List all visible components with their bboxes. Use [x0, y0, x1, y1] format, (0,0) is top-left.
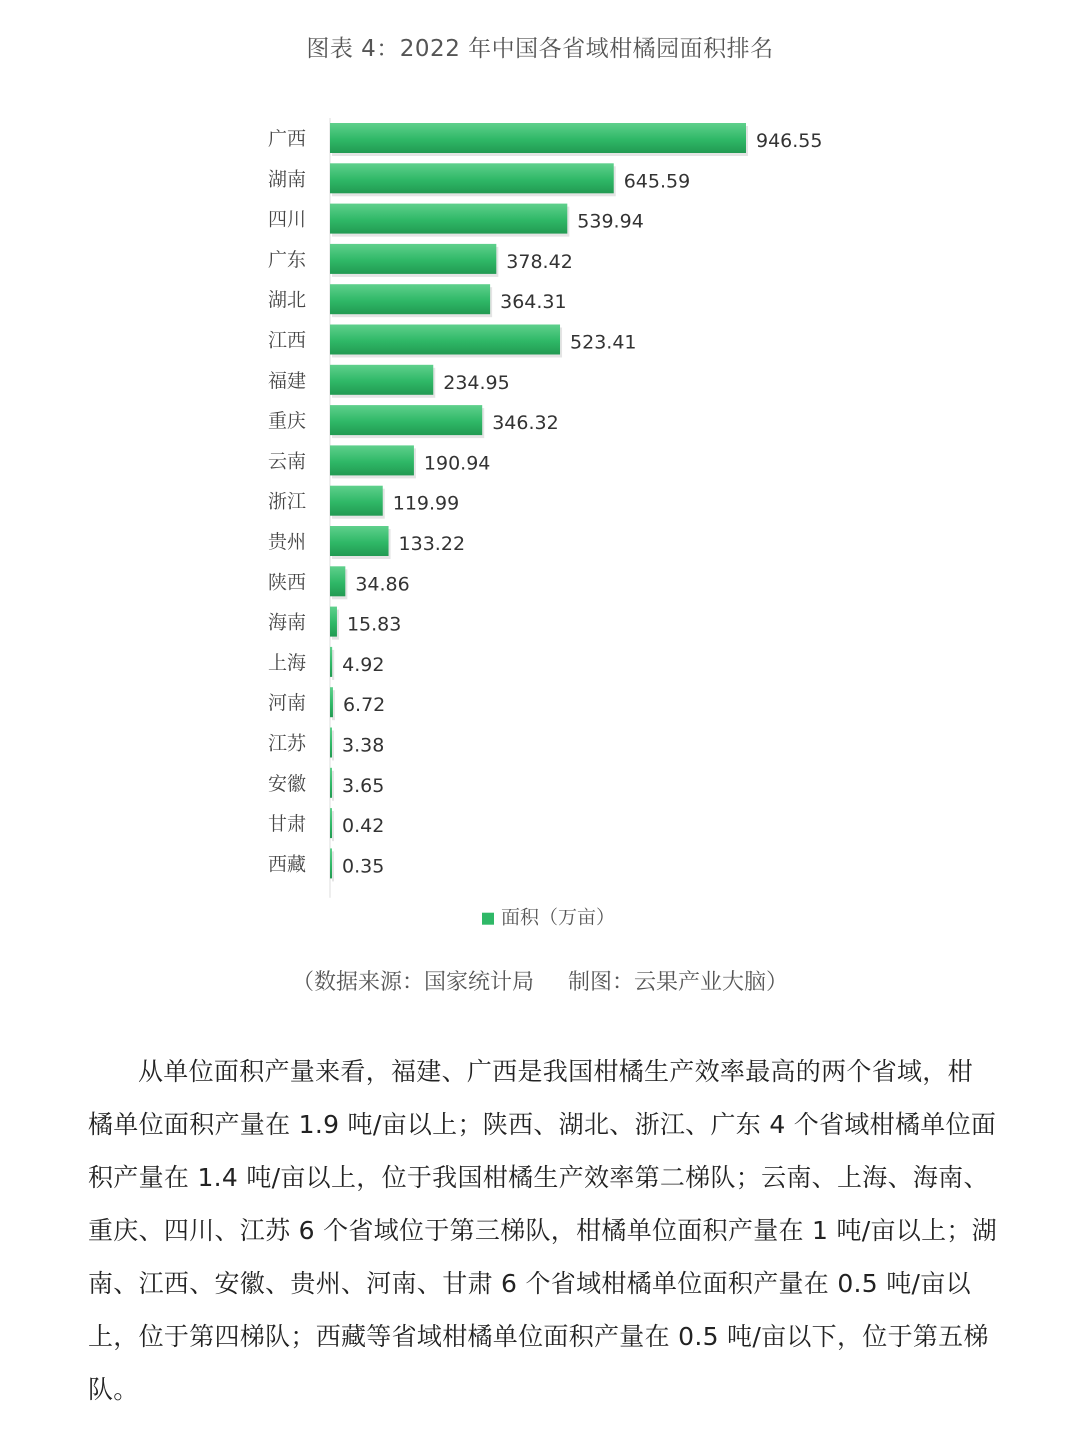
bar [330, 244, 496, 274]
bar [330, 768, 332, 798]
data-source-note [0, 965, 1080, 996]
category-label: 广西 [267, 128, 306, 150]
bar [330, 808, 332, 838]
category-label: 云南 [267, 450, 306, 473]
category-label: 甘肃 [267, 813, 306, 836]
bar-shadow [332, 851, 334, 881]
value-label: 0.35 [342, 855, 385, 878]
category-label: 西藏 [267, 853, 306, 876]
bar-shadow [332, 650, 334, 680]
chart-legend [482, 907, 615, 929]
value-label: 234.95 [443, 371, 510, 394]
bar [330, 526, 389, 556]
value-label: 346.32 [492, 412, 559, 435]
bar [330, 405, 482, 435]
value-label: 4.92 [342, 653, 385, 676]
value-label: 190.94 [423, 452, 491, 475]
category-label: 浙江 [267, 490, 306, 513]
category-label: 四川 [267, 208, 306, 231]
value-label: 3.38 [342, 734, 385, 757]
bar-shadow [332, 811, 334, 841]
bar [330, 566, 345, 596]
body-paragraph: 从单位面积产量来看，福建、广西是我国柑橘生产效率最高的两个省域，柑橘单位面积产量在 1.9 吨/亩以上；陕西、湖北、浙江、广东 4 个省域柑橘单位面积产量在 1.4 吨/亩以上，位于我国柑橘生产效率第二梯队；云南、上海、海南、重庆、四川、江苏 6 个省域位于第三梯队，柑橘单位面积产量在 1 吨/亩以上；湖南、江西、安徽、贵州、河南、甘肃 6 个省域柑橘单位面积产量在 0.5 吨/亩以上，位于第四梯队；西藏等省域柑橘单位面积产量在 0.5 吨/亩以下，位于第五梯队。 [88, 1057, 998, 1404]
value-label: 946.55 [756, 130, 823, 152]
value-label: 34.86 [355, 573, 410, 596]
value-label: 0.42 [342, 815, 385, 838]
bar [330, 204, 567, 234]
bar [330, 365, 433, 395]
value-label: 539.94 [577, 210, 644, 233]
value-label: 3.65 [342, 774, 385, 797]
category-label: 海南 [267, 611, 306, 634]
category-label: 江西 [267, 329, 306, 352]
value-label: 119.99 [392, 492, 460, 515]
bar [330, 848, 332, 878]
legend-label: 面积（万亩） [501, 906, 616, 929]
bar-shadow [332, 731, 334, 761]
value-label: 133.22 [398, 533, 466, 555]
bar-shadow [332, 771, 334, 801]
category-label: 贵州 [267, 531, 306, 553]
data-source-label: （数据来源：国家统计局 [291, 970, 534, 995]
category-label: 陕西 [267, 571, 306, 594]
category-label: 江苏 [267, 732, 306, 755]
legend-swatch [482, 913, 494, 925]
category-label: 福建 [267, 369, 306, 392]
category-label: 重庆 [267, 410, 306, 433]
bar [330, 728, 332, 758]
value-label: 6.72 [342, 694, 386, 717]
figure-title: 图表 4：2022 年中国各省域柑橘园面积排名 [306, 36, 774, 62]
bar [330, 647, 332, 677]
bar [330, 163, 614, 193]
category-label: 安徽 [267, 772, 306, 795]
area-bar-chart [0, 110, 1080, 930]
value-label: 645.59 [623, 170, 691, 193]
category-label: 河南 [267, 692, 306, 715]
bar [330, 445, 414, 475]
value-label: 523.41 [570, 331, 637, 354]
category-label: 湖南 [267, 168, 306, 191]
bar [330, 607, 337, 637]
chart-maker-label: 制图：云果产业大脑） [568, 970, 789, 995]
value-label: 15.83 [346, 613, 402, 636]
bar [330, 687, 333, 717]
bar [330, 123, 746, 153]
category-label: 湖北 [267, 289, 306, 312]
bar [330, 284, 490, 314]
value-label: 378.42 [506, 250, 573, 273]
value-label: 364.31 [500, 291, 567, 314]
category-label: 上海 [267, 651, 306, 674]
bar [330, 486, 383, 516]
bar [330, 325, 560, 355]
category-label: 广东 [267, 248, 306, 271]
